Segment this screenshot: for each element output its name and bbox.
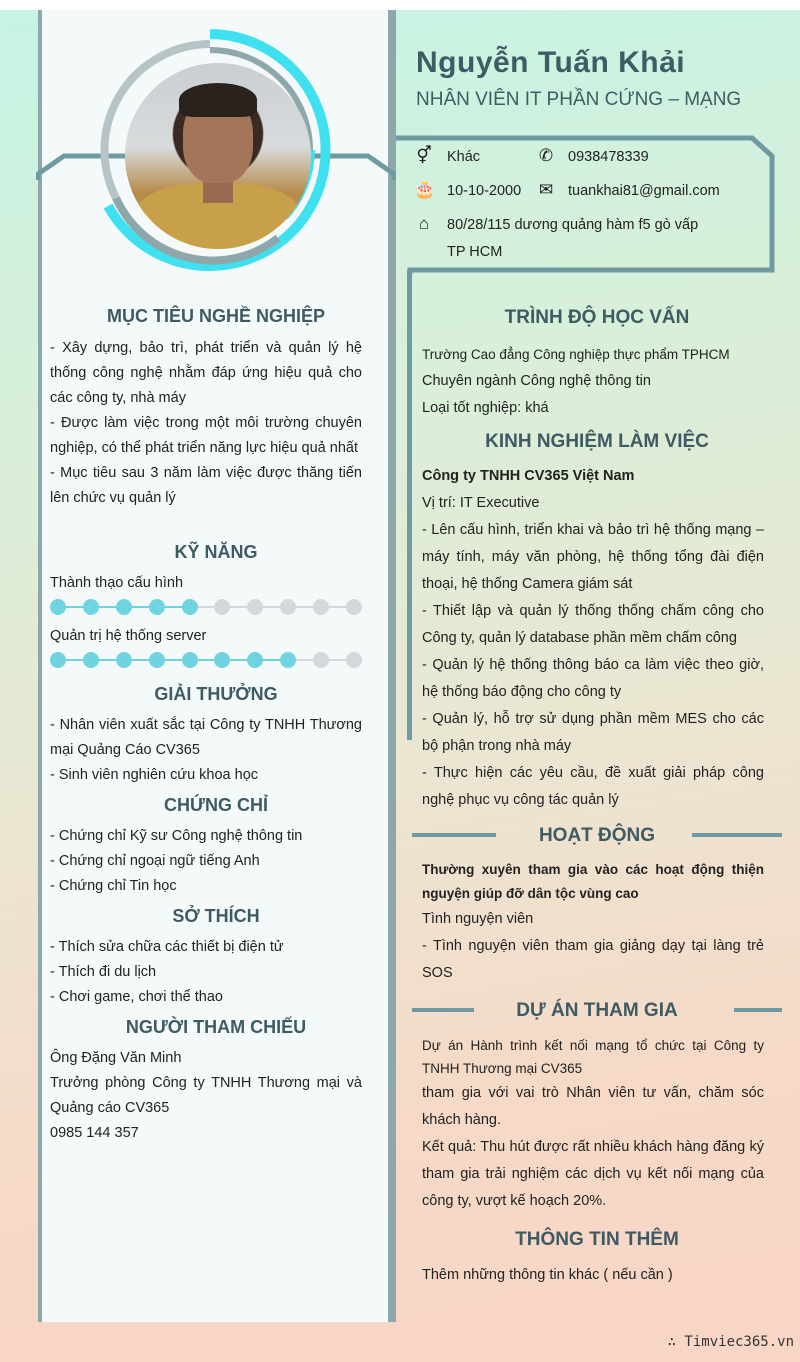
hobby-item: - Thích đi du lịch [50,964,157,980]
objective-item: - Mục tiêu sau 3 năm làm việc được thăng tiến lên chức vụ quản lý [50,465,362,506]
certificates-list [50,824,362,899]
activities-title: HOẠT ĐỘNG [538,825,656,846]
skill-rating [50,652,362,668]
job-title: NHÂN VIÊN IT PHẦN CỨNG – MẠNG [416,89,742,110]
hobbies-list [50,935,362,1010]
watermark-logo: ∴ Timviec365.vn [667,1334,794,1350]
skill-rating [50,599,362,615]
certificate-item: - Chứng chỉ Tin học [50,878,177,894]
activities-heading: Thường xuyên tham gia vào các hoạt động thiện nguyện giúp đỡ dân tộc vùng cao [422,862,764,901]
education-title: TRÌNH ĐỘ HỌC VẤN [504,307,690,328]
skill-dot-filled [247,652,263,668]
avatar-hair [179,83,257,117]
reference-name: Ông Đặng Văn Minh [50,1050,182,1066]
activities-role: Tình nguyện viên [422,911,534,927]
references-title: NGƯỜI THAM CHIẾU [125,1017,307,1037]
objective-item: - Được làm việc trong một môi trường chuyên nghiệp, có thể phát triển năng lực hiệu quả nhất [50,415,362,456]
extra-info-text: Thêm những thông tin khác ( nếu cần ) [422,1267,673,1283]
objective-list [50,336,362,511]
certificates-title: CHỨNG CHỈ [164,795,268,815]
awards-title: GIẢI THƯỞNG [154,684,278,704]
projects-title: DỰ ÁN THAM GIA [516,1000,678,1021]
skill-dot-empty [346,599,362,615]
skill-dot-empty [247,599,263,615]
hobbies-title: SỞ THÍCH [172,906,260,926]
skill-label: Quản trị hệ thống server [50,628,207,644]
education-grade: Loại tốt nghiệp: khá [422,400,549,416]
skill-dot-empty [313,652,329,668]
top-strip [0,0,800,10]
address-line-1: 80/28/115 dương quảng hàm f5 gò vấp [447,217,699,233]
birthday-value: 10-10-2000 [447,183,522,199]
home-icon: ⌂ [418,214,430,233]
experience-duty: - Quản lý, hỗ trợ sử dụng phần mềm MES cho các bộ phận trong nhà máy [422,711,764,754]
skill-dot-filled [116,599,132,615]
skill-dot-filled [214,652,230,668]
award-item: - Sinh viên nghiên cứu khoa học [50,767,259,783]
gender-icon: ⚥ [416,146,432,165]
experience-title: KINH NGHIỆM LÀM VIỆC [485,431,709,452]
skill-dot-empty [214,599,230,615]
project-result: Kết quả: Thu hút được rất nhiều khách hàng đăng ký tham gia trải nghiệm các dịch vụ kết nối mạng của công ty, vượt kế hoạch 20%. [422,1139,764,1209]
skill-dot-filled [149,599,165,615]
objective-item: - Xây dựng, bảo trì, phát triển và quản lý hệ thống công nghệ nhằm đáp ứng hiệu quả cho các công ty, nhà máy [50,340,362,406]
reference-position: Trưởng phòng Công ty TNHH Thương mại và Quảng cáo CV365 [50,1075,362,1116]
hobby-item: - Thích sửa chữa các thiết bị điện tử [50,939,284,955]
project-role: tham gia với vai trò Nhân viên tư vấn, chăm sóc khách hàng. [422,1085,764,1128]
candidate-name: Nguyễn Tuấn Khải [416,46,686,79]
references-list [50,1046,362,1146]
projects-block [422,1034,764,1215]
skill-dot-filled [182,652,198,668]
project-heading: Dự án Hành trình kết nối mạng tổ chức tại Công ty TNHH Thương mại CV365 [422,1038,764,1076]
email-value[interactable]: tuankhai81@gmail.com [568,183,720,199]
award-item: - Nhân viên xuất sắc tại Công ty TNHH Thương mại Quảng Cáo CV365 [50,717,362,758]
skill-dot-empty [346,652,362,668]
skill-dot-filled [83,652,99,668]
skill-dot-filled [83,599,99,615]
skill-label: Thành thạo cấu hình [50,575,184,591]
skill-dot-filled [116,652,132,668]
skill-dot-filled [280,652,296,668]
experience-block [422,463,764,814]
address-line-2: TP HCM [447,244,503,260]
activities-detail: - Tình nguyện viên tham gia giảng dạy tại làng trẻ SOS [422,938,764,981]
whatsapp-phone-icon: ✆ [538,146,554,165]
skills-title: KỸ NĂNG [174,542,258,562]
skill-dot-filled [50,652,66,668]
education-school: Trường Cao đẳng Công nghiệp thực phẩm TPHCM [422,347,730,362]
activities-block [422,858,764,987]
right-vertical-line [407,270,412,740]
objective-title: MỤC TIÊU NGHỀ NGHIỆP [106,306,325,326]
skill-rating-line [58,606,354,608]
certificate-item: - Chứng chỉ ngoại ngữ tiếng Anh [50,853,260,869]
birthday-cake-icon: 🎂 [414,180,436,199]
gender-value: Khác [447,149,481,165]
extra-info-title: THÔNG TIN THÊM [515,1229,679,1250]
email-icon: ✉ [538,180,554,199]
education-major: Chuyên ngành Công nghệ thông tin [422,373,651,389]
experience-duty: - Thực hiện các yêu cầu, đề xuất giải pháp công nghệ phục vụ công tác quản lý [422,765,764,808]
experience-company: Công ty TNHH CV365 Việt Nam [422,468,635,484]
skill-dot-filled [149,652,165,668]
skill-rating-line [58,659,354,661]
reference-phone: 0985 144 357 [50,1125,139,1141]
experience-position: Vị trí: IT Executive [422,495,540,511]
experience-duty: - Lên cấu hình, triển khai và bảo trì hệ thống mạng – máy tính, máy văn phòng, hệ thống tổng đài điện thoại, hệ thống Camera giám sát [422,522,764,592]
avatar [125,63,311,249]
hobby-item: - Chơi game, chơi thể thao [50,989,223,1005]
certificate-item: - Chứng chỉ Kỹ sư Công nghệ thông tin [50,828,303,844]
experience-duty: - Quản lý hệ thống thông báo ca làm việc theo giờ, hệ thống báo động cho công ty [422,657,764,700]
phone-value: 0938478339 [568,149,649,165]
education-block [422,341,764,422]
skill-dot-filled [50,599,66,615]
skill-dot-filled [182,599,198,615]
awards-list [50,713,362,788]
skill-dot-empty [280,599,296,615]
skill-dot-empty [313,599,329,615]
experience-duty: - Thiết lập và quản lý thống thống chấm công cho Công ty, quản lý database phần mềm chấm công [422,603,764,646]
